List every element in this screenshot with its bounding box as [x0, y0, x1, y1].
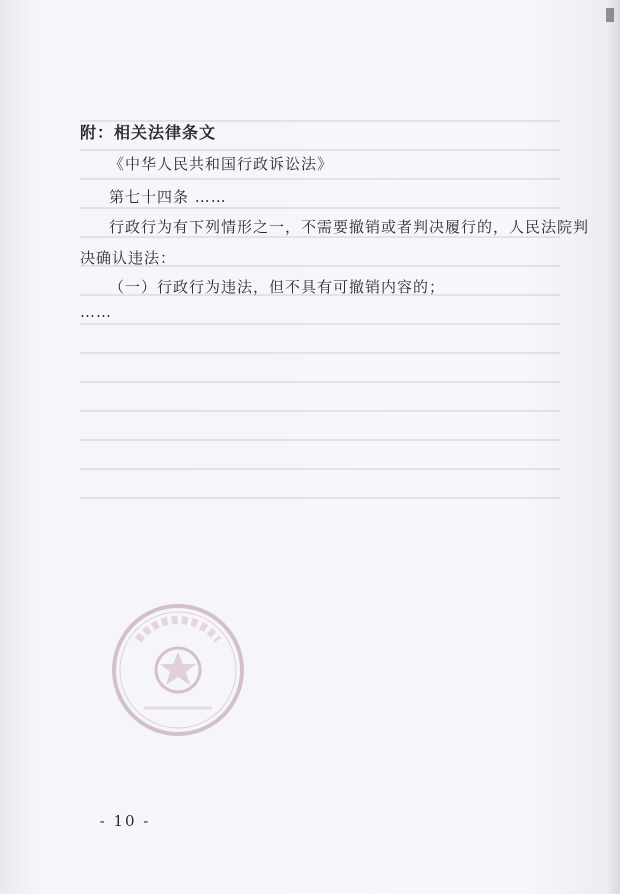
page-number: - 10 - — [99, 812, 151, 830]
official-seal-icon — [108, 600, 248, 740]
ellipsis-line: …… — [80, 303, 112, 321]
appendix-heading: 附：相关法律条文 — [80, 123, 217, 142]
article-text-line-2: 决确认违法： — [80, 249, 177, 267]
bleed-through-text — [80, 120, 560, 540]
article-text-line-1: 行政行为有下列情形之一，不需要撤销或者判决履行的，人民法院判 — [109, 218, 590, 236]
corner-mark — [606, 8, 614, 22]
page-edge-shadow — [606, 0, 620, 894]
law-title: 《中华人民共和国行政诉讼法》 — [109, 155, 334, 173]
article-item-1: （一）行政行为违法，但不具有可撤销内容的； — [109, 278, 446, 296]
article-number: 第七十四条 …… — [109, 188, 227, 206]
